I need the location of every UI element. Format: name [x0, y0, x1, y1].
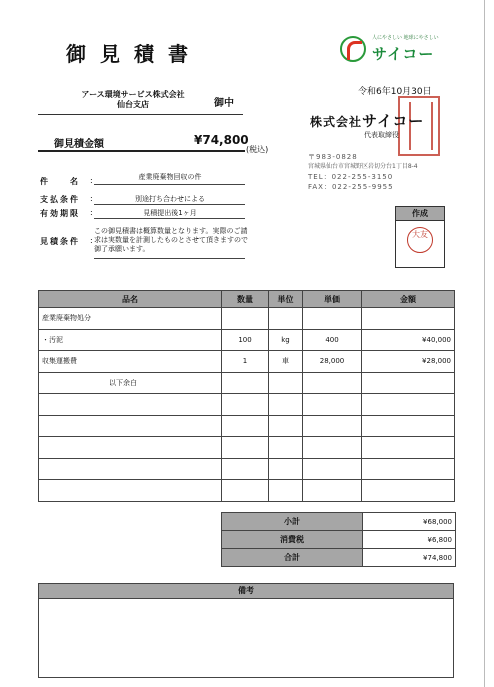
subtotal-value: ¥68,000: [363, 513, 456, 531]
creator-label: 作成: [396, 207, 444, 221]
cell-qty: 100: [222, 329, 269, 351]
subtotal-label: 小計: [222, 513, 363, 531]
subject-label: 件 名: [40, 177, 80, 186]
cell-qty: [222, 437, 269, 459]
company-address: 宮城県仙台市宮城野区岩切分台1丁目8-4: [308, 163, 418, 170]
subject-underline: [94, 184, 245, 185]
conditions-underline: [94, 258, 245, 259]
cell-amount: [362, 480, 455, 502]
header-amount: 金額: [362, 291, 455, 308]
amount-tax-note: (税込): [246, 145, 269, 154]
cell-price: 400: [303, 329, 362, 351]
cell-item: ・汚泥: [39, 329, 222, 351]
cell-unit: [269, 437, 303, 459]
cell-amount: ¥28,000: [362, 351, 455, 373]
cell-qty: [222, 415, 269, 437]
cell-item: 以下余白: [39, 372, 222, 394]
cell-price: 28,000: [303, 351, 362, 373]
subject-colon: :: [90, 176, 93, 185]
conditions-value: この御見積書は概算数量となります。実際のご請求は実数量を計測したものとさせて頂きますので御了承願います。: [94, 227, 248, 253]
company-main-name: サイコー: [362, 112, 425, 130]
cell-item: [39, 415, 222, 437]
amount-value: ¥74,800: [194, 133, 249, 147]
table-row: [39, 351, 455, 373]
items-table: [38, 290, 455, 502]
company-address-block: [308, 152, 418, 192]
cell-unit: [269, 415, 303, 437]
amount-underline: [38, 150, 245, 152]
cell-price: [303, 458, 362, 480]
cell-qty: [222, 480, 269, 502]
amount-label: 御見積金額: [54, 139, 104, 150]
creator-stamp-icon: 大友: [407, 227, 433, 253]
validity-underline: [94, 218, 245, 219]
cell-amount: [362, 437, 455, 459]
header-unit-price: 単価: [303, 291, 362, 308]
cell-amount: [362, 394, 455, 416]
customer-name: [58, 90, 208, 110]
company-logo: [338, 30, 468, 70]
company-tel: TEL：022-255-3150: [308, 173, 394, 181]
tax-label: 消費税: [222, 531, 363, 549]
totals-table: [221, 512, 456, 567]
validity-colon: :: [90, 208, 93, 217]
cell-item: 収集運搬費: [39, 351, 222, 373]
issue-date: 令和6年10月30日: [358, 87, 432, 97]
table-row: [39, 437, 455, 459]
cell-qty: [222, 458, 269, 480]
table-row: [39, 480, 455, 502]
tax-value: ¥6,800: [363, 531, 456, 549]
header-unit: 単位: [269, 291, 303, 308]
cell-unit: 車: [269, 351, 303, 373]
table-row: [39, 329, 455, 351]
cell-price: [303, 480, 362, 502]
customer-honorific: 御中: [214, 98, 234, 109]
logo-mark-icon: [340, 36, 366, 62]
payment-label: 支払条件: [40, 195, 80, 204]
cell-amount: [362, 458, 455, 480]
items-header-row: [39, 291, 455, 308]
cell-qty: [222, 394, 269, 416]
remarks-box: [38, 583, 454, 678]
cell-price: [303, 415, 362, 437]
cell-qty: 1: [222, 351, 269, 373]
subtotal-row: [222, 513, 456, 531]
total-label: 合計: [222, 549, 363, 567]
payment-colon: :: [90, 194, 93, 203]
logo-tagline: 人にやさしい 地球にやさしい: [372, 35, 439, 41]
cell-amount: [362, 415, 455, 437]
cell-item: [39, 394, 222, 416]
payment-value: 別途打ち合わせによる: [135, 195, 205, 203]
total-row: [222, 549, 456, 567]
company-prefix: 株式会社: [310, 115, 363, 129]
header-item-name: 品名: [39, 291, 222, 308]
cell-item: [39, 458, 222, 480]
cell-price: [303, 372, 362, 394]
document-title: 御見積書: [66, 42, 202, 66]
cell-item: [39, 437, 222, 459]
payment-underline: [94, 204, 245, 205]
total-value: ¥74,800: [363, 549, 456, 567]
cell-unit: kg: [269, 329, 303, 351]
cell-unit: [269, 372, 303, 394]
validity-label: 有効期限: [40, 209, 80, 218]
table-row: [39, 415, 455, 437]
subject-value: 産業廃棄物回収の件: [138, 173, 202, 181]
conditions-label: 見積条件: [40, 237, 80, 246]
cell-amount: [362, 308, 455, 330]
company-fax: FAX：022-255-9955: [308, 183, 394, 191]
company-representative: 代表取締役: [364, 131, 399, 139]
customer-underline: [38, 114, 243, 115]
cell-price: [303, 437, 362, 459]
cell-price: [303, 394, 362, 416]
validity-value: 見積提出後1ヶ月: [143, 209, 197, 217]
table-row: [39, 308, 455, 330]
customer-name-line2: 仙台支店: [117, 100, 149, 109]
remarks-label: 備考: [39, 584, 453, 599]
tax-row: [222, 531, 456, 549]
cell-unit: [269, 394, 303, 416]
cell-unit: [269, 480, 303, 502]
header-quantity: 数量: [222, 291, 269, 308]
cell-qty: [222, 308, 269, 330]
table-row: [39, 458, 455, 480]
customer-name-line1: アース環境サービス株式会社: [81, 90, 185, 99]
table-row: [39, 372, 455, 394]
conditions-colon: :: [90, 236, 93, 245]
cell-qty: [222, 372, 269, 394]
cell-amount: ¥40,000: [362, 329, 455, 351]
cell-unit: [269, 308, 303, 330]
cell-amount: [362, 372, 455, 394]
cell-item: [39, 480, 222, 502]
cell-item: 産業廃棄物処分: [39, 308, 222, 330]
company-name: [310, 110, 424, 131]
company-postal: 〒983-0828: [308, 153, 358, 161]
cell-unit: [269, 458, 303, 480]
creator-box: [395, 206, 445, 268]
table-row: [39, 394, 455, 416]
logo-name: サイコー: [372, 45, 435, 63]
cell-price: [303, 308, 362, 330]
